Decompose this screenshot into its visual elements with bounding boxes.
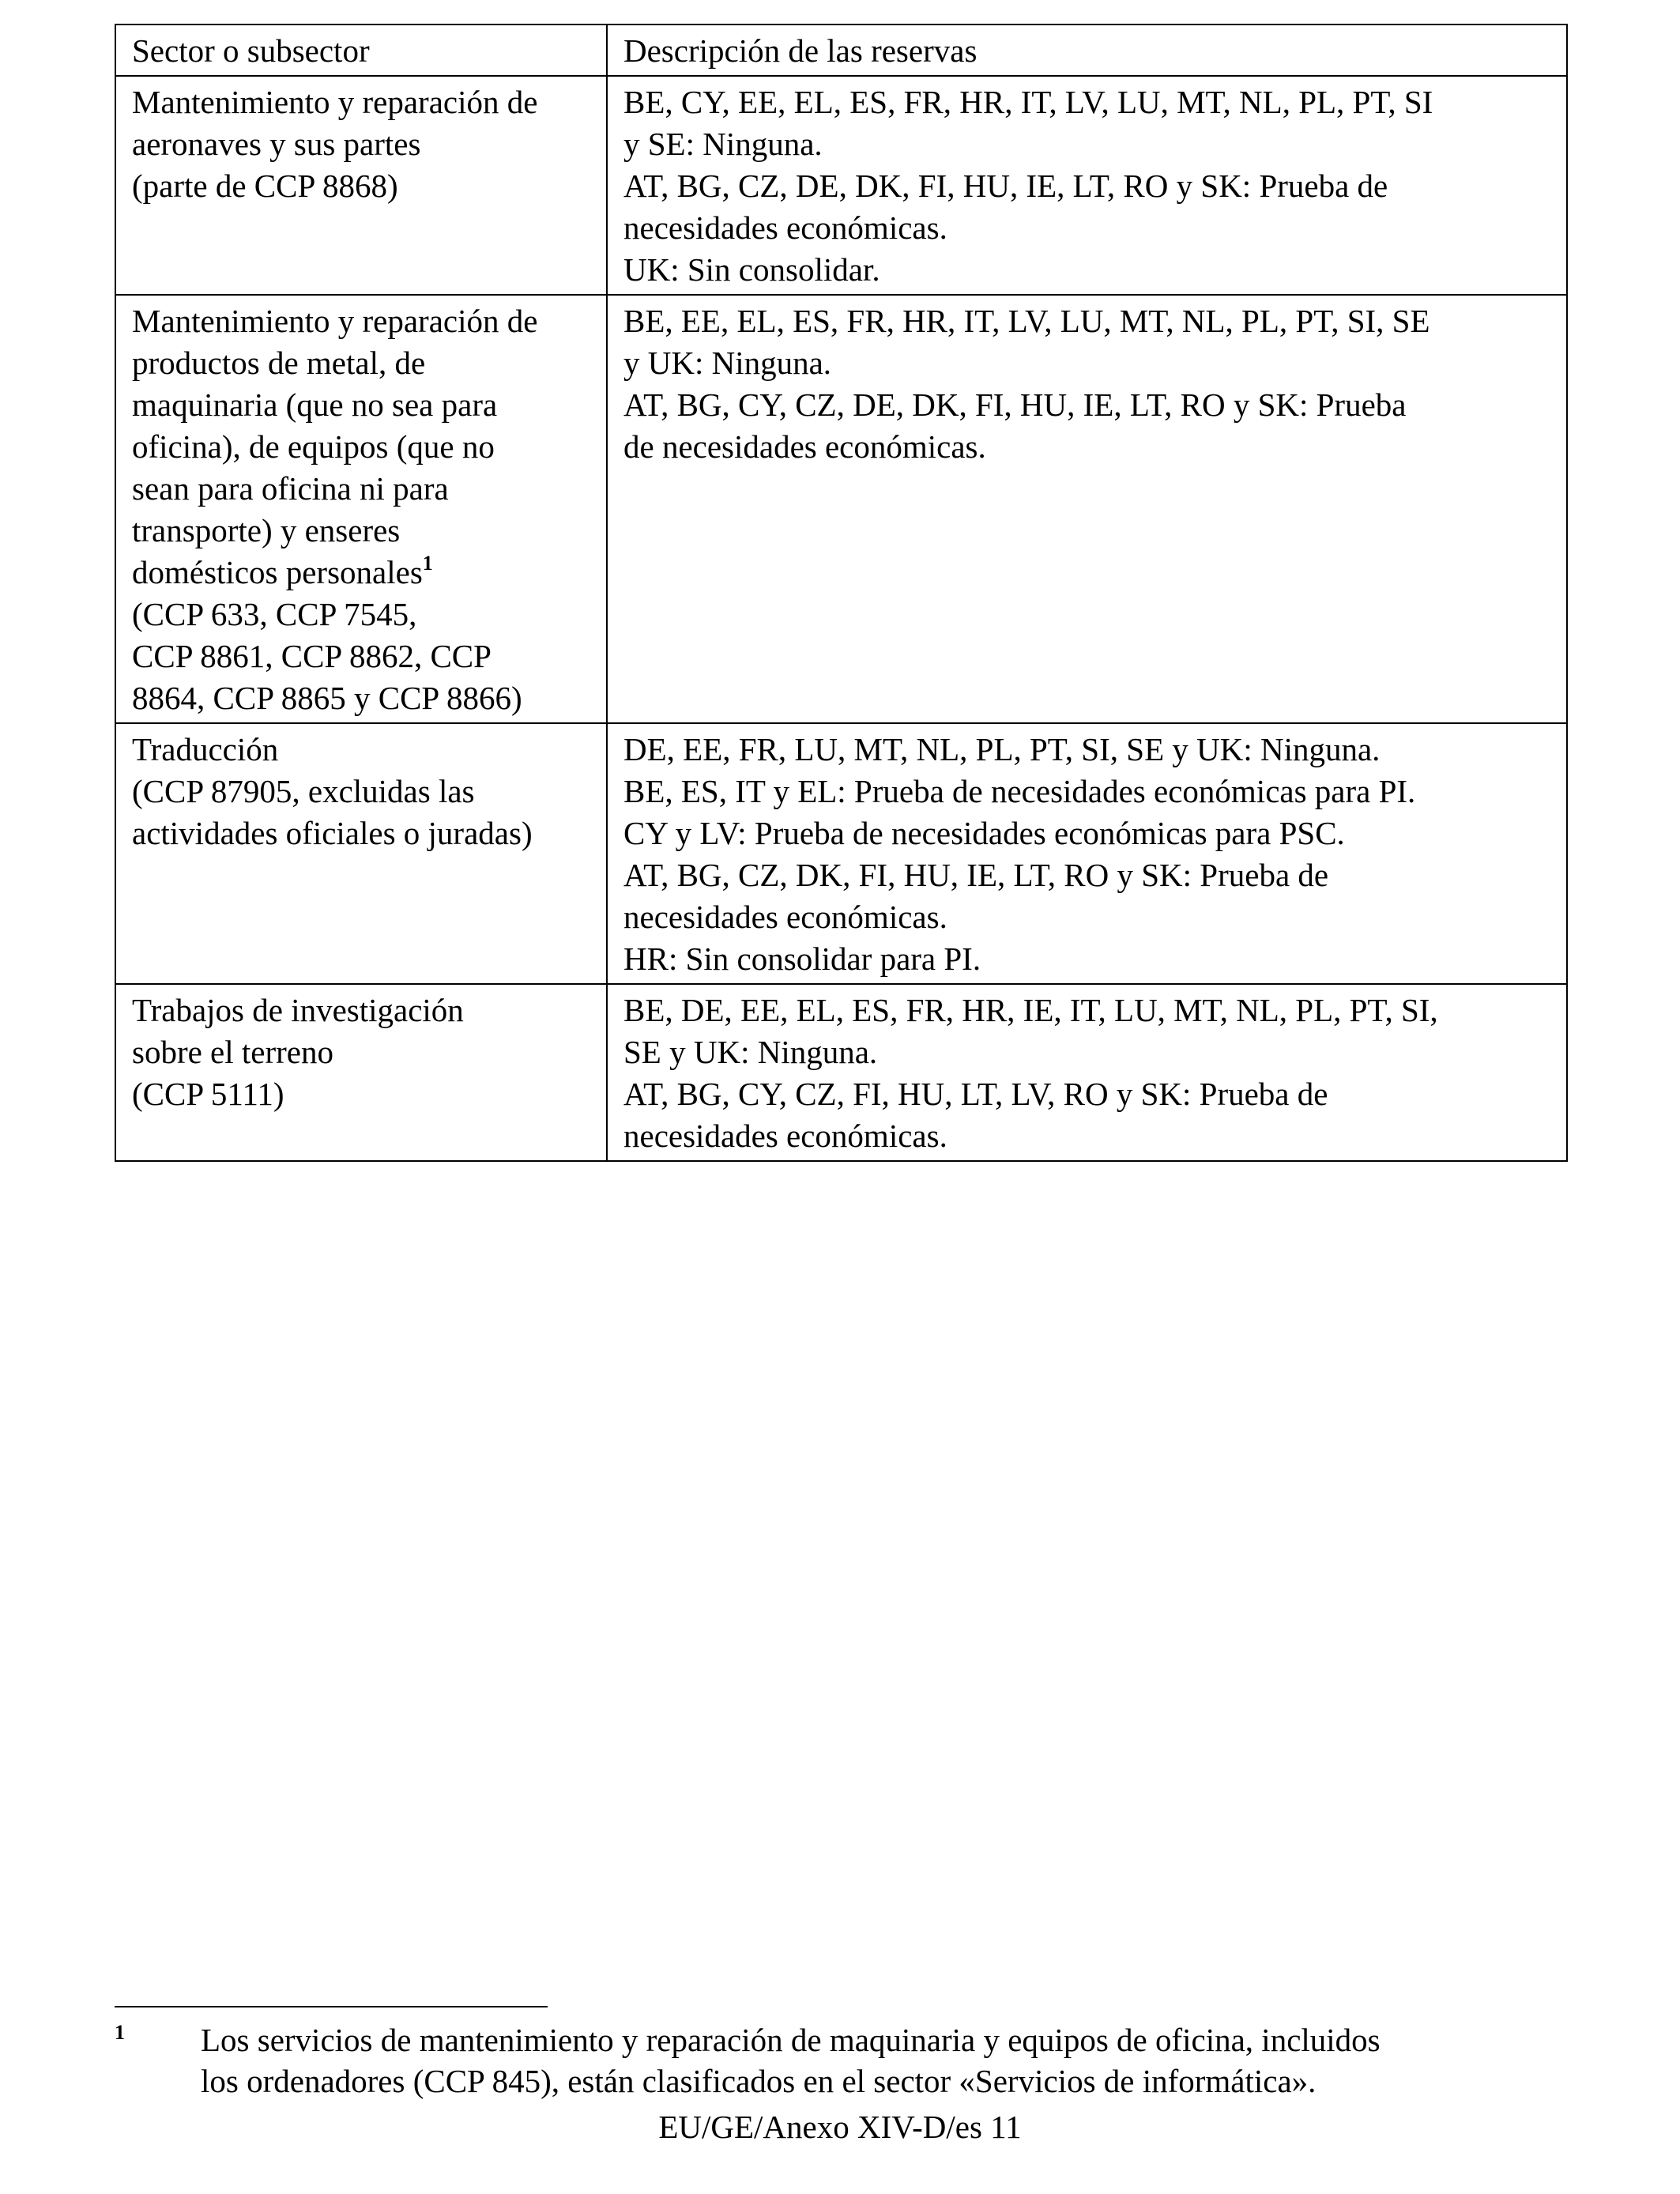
sector-line-with-footnote [132, 552, 592, 594]
sector-cell [115, 723, 607, 984]
reservas-line: AT, BG, CZ, DK, FI, HU, IE, LT, RO y SK: Prueba de [623, 857, 1329, 893]
sector-line: productos de metal, de [132, 345, 426, 381]
table-row [115, 723, 1567, 984]
reservas-line: y UK: Ninguna. [623, 345, 832, 381]
sector-cell [115, 76, 607, 295]
sector-line: oficina), de equipos (que no [132, 428, 495, 465]
reservas-line: UK: Sin consolidar. [623, 251, 880, 288]
reservas-line: BE, CY, EE, EL, ES, FR, HR, IT, LV, LU, MT, NL, PL, PT, SI [623, 84, 1433, 120]
reservas-cell [607, 295, 1567, 723]
reservas-cell [607, 723, 1567, 984]
sector-line: (parte de CCP 8868) [132, 168, 398, 204]
sector-cell [115, 295, 607, 723]
reservas-line: DE, EE, FR, LU, MT, NL, PL, PT, SI, SE y UK: Ninguna. [623, 731, 1381, 767]
reservas-line: BE, ES, IT y EL: Prueba de necesidades económicas para PI. [623, 773, 1416, 809]
footnote-line: Los servicios de mantenimiento y reparación de maquinaria y equipos de oficina, incluidos [201, 2022, 1381, 2058]
sector-line: (CCP 633, CCP 7545, [132, 596, 417, 632]
sector-cell [115, 984, 607, 1161]
sector-line: Trabajos de investigación [132, 992, 464, 1028]
reservas-line: CY y LV: Prueba de necesidades económicas para PSC. [623, 815, 1345, 851]
sector-line: sean para oficina ni para [132, 470, 449, 507]
reservas-line: SE y UK: Ninguna. [623, 1034, 878, 1070]
footnote-line: los ordenadores (CCP 845), están clasificados en el sector «Servicios de informática». [201, 2063, 1317, 2099]
table-row [115, 76, 1567, 295]
reservas-line: necesidades económicas. [623, 1118, 947, 1154]
table-row [115, 295, 1567, 723]
reservas-line: necesidades económicas. [623, 899, 947, 935]
page-footer: EU/GE/Anexo XIV-D/es 11 [658, 2109, 1022, 2145]
sector-line: actividades oficiales o juradas) [132, 815, 533, 851]
table-header-row [115, 25, 1567, 76]
sector-line: (CCP 5111) [132, 1076, 284, 1112]
reservas-cell [607, 76, 1567, 295]
table-row [115, 984, 1567, 1161]
sector-line: CCP 8861, CCP 8862, CCP [132, 638, 492, 674]
reservas-cell [607, 984, 1567, 1161]
reservas-line: AT, BG, CZ, DE, DK, FI, HU, IE, LT, RO y SK: Prueba de [623, 168, 1388, 204]
footnote-reference[interactable]: 1 [422, 552, 433, 575]
sector-line: Traducción [132, 731, 279, 767]
reservas-line: AT, BG, CY, CZ, DE, DK, FI, HU, IE, LT, RO y SK: Prueba [623, 386, 1407, 423]
sector-line: maquinaria (que no sea para [132, 386, 498, 423]
sector-line: 8864, CCP 8865 y CCP 8866) [132, 680, 522, 716]
reservas-line: HR: Sin consolidar para PI. [623, 941, 981, 977]
reservations-table [115, 24, 1568, 1162]
sector-line: aeronaves y sus partes [132, 126, 421, 162]
footnote-number: 1 [115, 2021, 125, 2044]
reservas-line: necesidades económicas. [623, 209, 947, 246]
reservas-line: BE, DE, EE, EL, ES, FR, HR, IE, IT, LU, MT, NL, PL, PT, SI, [623, 992, 1438, 1028]
sector-line: (CCP 87905, excluidas las [132, 773, 475, 809]
sector-line: Mantenimiento y reparación de [132, 84, 538, 120]
footnote-text [201, 2019, 1381, 2102]
sector-line: transporte) y enseres [132, 512, 401, 548]
reservas-line: BE, EE, EL, ES, FR, HR, IT, LV, LU, MT, NL, PL, PT, SI, SE [623, 303, 1430, 339]
sector-line: Mantenimiento y reparación de [132, 303, 538, 339]
reservas-line: y SE: Ninguna. [623, 126, 823, 162]
reservas-line: de necesidades económicas. [623, 428, 986, 465]
header-reservas: Descripción de las reservas [607, 25, 1567, 76]
sector-line: sobre el terreno [132, 1034, 333, 1070]
reservas-line: AT, BG, CY, CZ, FI, HU, LT, LV, RO y SK: Prueba de [623, 1076, 1328, 1112]
sector-line-text: domésticos personales [132, 554, 423, 590]
footnote-separator [115, 2006, 548, 2007]
header-sector: Sector o subsector [115, 25, 607, 76]
